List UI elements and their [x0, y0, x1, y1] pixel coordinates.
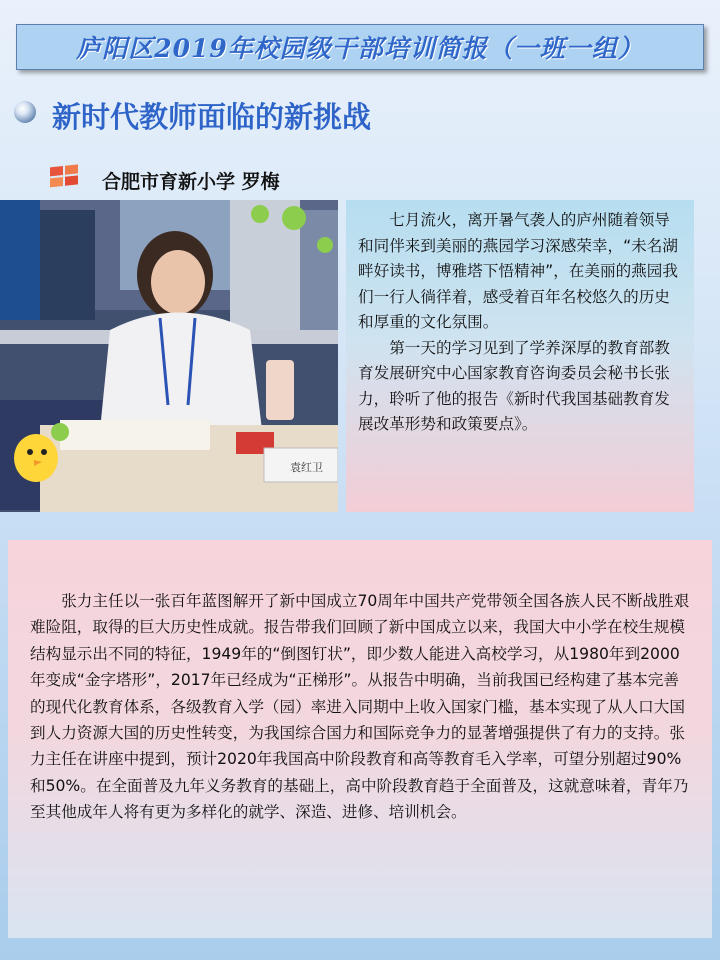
newsletter-title: 庐阳区2019年校园级干部培训简报（一班一组）: [76, 34, 644, 63]
newsletter-title-banner: [16, 24, 704, 70]
flag-icon: [44, 160, 84, 194]
author-name: 合肥市育新小学 罗梅: [102, 171, 280, 193]
section-bullet-icon: [14, 101, 36, 123]
nameplate-text: 袁红卫: [290, 461, 323, 474]
intro-paragraph: 第一天的学习见到了学养深厚的教育部教育发展研究中心国家教育咨询委员会秘书长张力，聆听了他的报告《新时代我国基础教育发展改革形势和政策要点》。: [358, 338, 670, 433]
body-paragraph: 张力主任以一张百年蓝图解开了新中国成立70周年中国共产党带领全国各族人民不断战胜艰难险阻，取得的巨大历史性成就。报告带我们回顾了新中国成立以来，我国大中小学在校生规模结构显示出不同的特征，1949年的“倒图钉状”，即少数人能进入高校学习，从1980年到2000年变成“金字塔形”，2017年已经成为“正梯形”。从报告中明确，当前我国已经构建了基本完善的现代化教育体系，各级教育入学（园）率进入同期中上收入国家门槛，基本实现了从人口大国到人力资源大国的历史性转变，为我国综合国力和国际竞争力的显著增强提供了有力的支持。张力主任在讲座中提到，预计2020年我国高中阶段教育和高等教育毛入学率，可望分别超过90%和50%。在全面普及九年义务教育的基础上，高中阶段教育趋于全面普及，这就意味着，青年乃至其他成年人将有更为多样化的就学、深造、进修、培训机会。: [30, 592, 690, 822]
section-title: 新时代教师面临的新挑战: [52, 100, 372, 134]
body-text-box: [8, 540, 712, 938]
training-photo: [0, 200, 338, 512]
intro-text-box: [346, 200, 694, 512]
intro-paragraph: 七月流火，离开暑气袭人的庐州随着领导和同伴来到美丽的燕园学习深感荣幸，“未名湖畔好读书，博雅塔下悟精神”，在美丽的燕园我们一行人徜徉着，感受着百年名校悠久的历史和厚重的文化氛围。: [358, 211, 678, 331]
